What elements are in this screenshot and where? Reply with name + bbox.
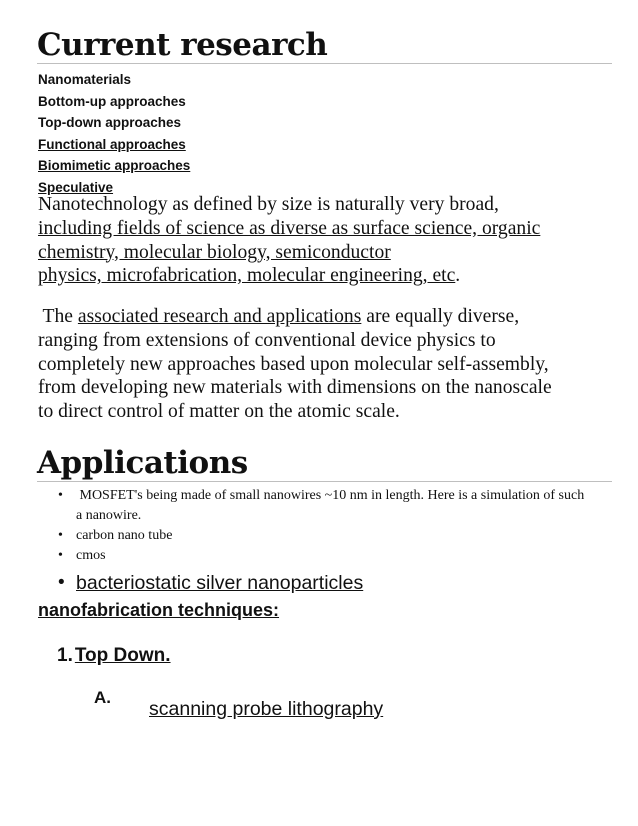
list-item-text: cmos bbox=[76, 548, 106, 563]
nanofabrication-heading: nanofabrication techniques: bbox=[38, 600, 280, 620]
top-down-link[interactable]: Top Down. bbox=[74, 645, 171, 666]
associated-research-link[interactable]: associated research and applications bbox=[77, 306, 362, 327]
list-item bbox=[38, 570, 618, 596]
topic-link[interactable]: Biomimetic approaches bbox=[38, 158, 191, 173]
paragraph-line: completely new approaches based upon molecular self-assembly, bbox=[38, 353, 549, 375]
topic-link[interactable]: Bottom-up approaches bbox=[38, 93, 186, 109]
topic-link[interactable]: Speculative bbox=[38, 179, 114, 195]
paragraph-line: to direct control of matter on the atomic scale. bbox=[38, 401, 400, 423]
list-item-text: MOSFET's being made of small nanowires ~10 nm in length. Here is a simulation of such bbox=[76, 488, 585, 503]
list-item-text: carbon nano tube bbox=[76, 528, 173, 543]
list-item bbox=[38, 526, 618, 546]
silver-nanoparticles-link[interactable]: bacteriostatic silver nanoparticles bbox=[76, 572, 364, 594]
topic-link[interactable]: Functional approaches bbox=[38, 136, 186, 152]
numbered-list-item bbox=[57, 645, 171, 667]
heading-rule bbox=[37, 63, 612, 64]
bullet-icon: • bbox=[58, 572, 65, 593]
bullet-icon: • bbox=[58, 548, 63, 563]
list-item bbox=[38, 486, 618, 526]
bullet-icon: • bbox=[58, 528, 63, 543]
current-research-heading: Current research bbox=[37, 27, 328, 63]
list-item-text: a nanowire. bbox=[76, 508, 142, 523]
paragraph-text: are equally diverse, bbox=[361, 306, 520, 327]
list-item bbox=[38, 546, 618, 566]
applications-list bbox=[38, 486, 618, 596]
topic-link[interactable]: Top-down approaches bbox=[38, 115, 182, 130]
list-letter: A. bbox=[94, 688, 111, 707]
research-diversity-paragraph bbox=[38, 305, 608, 424]
fields-link[interactable]: including fields of science as diverse as surface science, organic bbox=[38, 217, 541, 239]
paragraph-text: The bbox=[38, 306, 78, 327]
scanning-probe-lithography-link[interactable]: scanning probe lithography bbox=[149, 698, 384, 720]
paragraph-period: . bbox=[455, 265, 461, 287]
heading-rule bbox=[37, 481, 612, 482]
research-topics-list bbox=[38, 69, 190, 198]
applications-heading: Applications bbox=[37, 445, 248, 481]
nanotech-definition-paragraph bbox=[38, 193, 608, 288]
fields-link[interactable]: chemistry, molecular biology, semiconductor bbox=[38, 241, 391, 263]
bullet-icon: • bbox=[58, 488, 63, 503]
topic-link[interactable]: Nanomaterials bbox=[38, 72, 132, 87]
paragraph-line: Nanotechnology as defined by size is naturally very broad, bbox=[38, 194, 499, 215]
fields-link[interactable]: physics, microfabrication, molecular engineering, etc bbox=[38, 265, 456, 287]
paragraph-line: ranging from extensions of conventional device physics to bbox=[38, 329, 496, 351]
paragraph-line: from developing new materials with dimensions on the nanoscale bbox=[38, 377, 552, 399]
list-number: 1. bbox=[57, 645, 73, 666]
